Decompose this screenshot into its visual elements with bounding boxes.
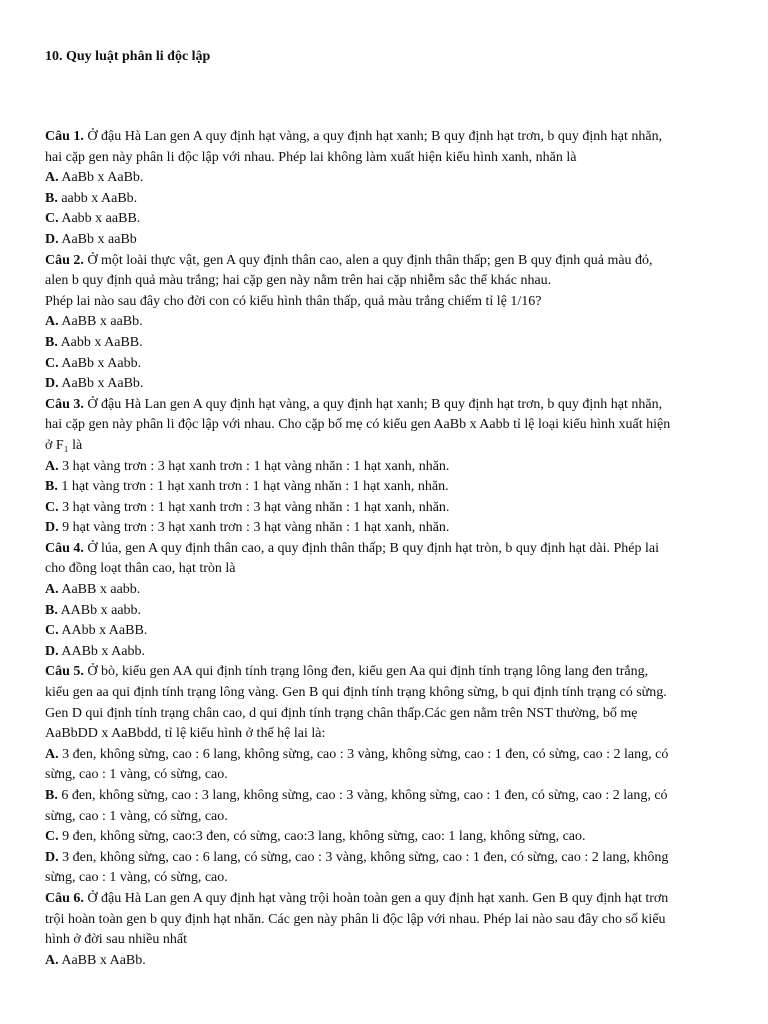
answer-option-b bbox=[45, 333, 735, 354]
question-text: Ở đậu Hà Lan gen A quy định hạt vàng trội hoàn toàn gen a quy định hạt xanh. Gen B quy định hạt trơn bbox=[83, 890, 669, 906]
option-label: A. bbox=[45, 952, 59, 968]
option-text: aabb x AaBb. bbox=[57, 190, 138, 206]
question-stem-line: hai cặp gen này phân li độc lập với nhau. Phép lai không làm xuất hiện kiểu hình xanh, nhăn là bbox=[45, 149, 577, 165]
question-label: Câu 3. bbox=[45, 396, 84, 412]
answer-option-c bbox=[45, 354, 735, 375]
question-list bbox=[45, 127, 735, 971]
option-text: AaBB x aaBb. bbox=[58, 314, 143, 330]
option-text: AAbb x AaBB. bbox=[58, 623, 148, 639]
answer-option-d bbox=[45, 518, 735, 539]
question-1 bbox=[45, 127, 735, 251]
question-2 bbox=[45, 251, 735, 395]
option-text: 3 hạt vàng trơn : 1 hạt xanh trơn : 3 hạt vàng nhăn : 1 hạt xanh, nhăn. bbox=[58, 499, 450, 515]
question-stem-line bbox=[45, 662, 735, 683]
answer-option-c bbox=[45, 621, 735, 642]
option-label: A. bbox=[45, 458, 59, 474]
question-stem-line: kiểu gen aa qui định tính trạng lông vàng. Gen B qui định tính trạng không sừng, b qui định tính trạng có sừng. bbox=[45, 685, 667, 701]
question-label: Câu 2. bbox=[45, 252, 84, 268]
question-stem-line: AaBbDD x AaBbdd, tỉ lệ kiểu hình ở thế hệ lai là: bbox=[45, 726, 326, 742]
question-5 bbox=[45, 662, 735, 889]
option-label: C. bbox=[45, 499, 59, 515]
answer-option-b-continued: sừng, cao : 1 vàng, có sừng, cao. bbox=[45, 808, 228, 824]
answer-option-a bbox=[45, 745, 735, 766]
option-label: D. bbox=[45, 849, 59, 865]
answer-option-d bbox=[45, 642, 735, 663]
answer-option-c bbox=[45, 827, 735, 848]
question-stem-line: alen b quy định quả màu trắng; hai cặp gen này nằm trên hai cặp nhiễm sắc thể khác nhau. bbox=[45, 273, 552, 289]
answer-option-c bbox=[45, 498, 735, 519]
question-text: Ở một loài thực vật, gen A quy định thân cao, alen a quy định thân thấp; gen B quy định quả màu đỏ, bbox=[83, 252, 653, 268]
answer-option-b bbox=[45, 601, 735, 622]
option-label: B. bbox=[45, 788, 58, 803]
option-text: 9 đen, không sừng, cao:3 đen, có sừng, cao:3 lang, không sừng, cao: 1 lang, không sừng, cao. bbox=[58, 829, 586, 845]
question-stem-line: hai cặp gen này phân li độc lập với nhau. Cho cặp bố mẹ có kiểu gen AaBb x Aabb tỉ lệ loại kiểu hình xuất hiện bbox=[45, 417, 671, 433]
answer-option-b bbox=[45, 477, 735, 498]
option-label: B. bbox=[45, 334, 58, 350]
option-label: B. bbox=[45, 602, 58, 618]
option-text: 9 hạt vàng trơn : 3 hạt xanh trơn : 3 hạt vàng nhăn : 1 hạt xanh, nhăn. bbox=[58, 520, 450, 536]
question-stem-line bbox=[45, 127, 735, 148]
option-text: AABb x aabb. bbox=[57, 602, 142, 618]
option-text: AaBB x aabb. bbox=[58, 582, 141, 598]
option-text: 3 đen, không sừng, cao : 6 lang, không sừng, cao : 3 vàng, không sừng, cao : 1 đen, có sừng, cao : 2 lang, có bbox=[58, 746, 669, 762]
answer-option-a bbox=[45, 168, 735, 189]
answer-option-d bbox=[45, 374, 735, 395]
option-text: AaBB x AaBb. bbox=[58, 952, 146, 968]
answer-option-a bbox=[45, 580, 735, 601]
option-text: AaBb x Aabb. bbox=[58, 355, 142, 371]
option-label: D. bbox=[45, 643, 59, 659]
option-text: AaBb x AaBb. bbox=[58, 376, 144, 392]
option-label: A. bbox=[45, 582, 59, 598]
option-label: D. bbox=[45, 231, 59, 247]
answer-option-b bbox=[45, 786, 735, 807]
answer-option-a bbox=[45, 312, 735, 333]
option-label: B. bbox=[45, 190, 58, 206]
option-text: Aabb x aaBB. bbox=[58, 211, 141, 227]
question-stem-line bbox=[45, 539, 735, 560]
question-text: Ở bò, kiểu gen AA qui định tính trạng lông đen, kiểu gen Aa qui định tính trạng lông lang đen trắng, bbox=[83, 664, 649, 680]
option-label: C. bbox=[45, 355, 59, 371]
question-stem-line: hình ở đời sau nhiều nhất bbox=[45, 932, 187, 948]
question-stem-line bbox=[45, 395, 735, 416]
option-label: C. bbox=[45, 211, 59, 227]
answer-option-d bbox=[45, 230, 735, 251]
question-label: Câu 1. bbox=[45, 129, 84, 144]
question-stem-line: trội hoàn toàn gen b quy định hạt nhăn. Các gen này phân li độc lập với nhau. Phép lai nào sau đây cho số kiểu bbox=[45, 911, 666, 927]
option-text: AaBb x AaBb. bbox=[58, 170, 144, 186]
question-stem-line: cho đồng loạt thân cao, hạt tròn là bbox=[45, 561, 236, 577]
option-text: 6 đen, không sừng, cao : 3 lang, không sừng, cao : 3 vàng, không sừng, cao : 1 đen, có sừng, cao : 2 lang, có bbox=[57, 788, 668, 803]
option-text: Aabb x AaBB. bbox=[57, 334, 143, 350]
question-text: Ở đậu Hà Lan gen A quy định hạt vàng, a quy định hạt xanh; B quy định hạt trơn, b quy định hạt nhăn, bbox=[83, 396, 663, 412]
question-text: Ở lúa, gen A quy định thân cao, a quy định thân thấp; B quy định hạt tròn, b quy định hạt dài. Phép lai bbox=[83, 540, 659, 556]
question-stem-line bbox=[45, 251, 735, 272]
question-label: Câu 4. bbox=[45, 540, 84, 556]
option-label: C. bbox=[45, 623, 59, 639]
option-label: C. bbox=[45, 829, 59, 845]
answer-option-d bbox=[45, 848, 735, 869]
option-text: 3 hạt vàng trơn : 3 hạt xanh trơn : 1 hạt vàng nhăn : 1 hạt xanh, nhăn. bbox=[58, 458, 450, 474]
option-text: 3 đen, không sừng, cao : 6 lang, có sừng, cao : 3 vàng, không sừng, cao : 1 đen, có sừng, cao : 2 lang, không bbox=[58, 849, 669, 865]
question-stem-line: ở F₁ là bbox=[45, 437, 83, 453]
question-text: Ở đậu Hà Lan gen A quy định hạt vàng, a quy định hạt xanh; B quy định hạt trơn, b quy định hạt nhăn, bbox=[83, 129, 663, 144]
question-label: Câu 6. bbox=[45, 890, 84, 906]
option-label: B. bbox=[45, 479, 58, 495]
answer-option-a bbox=[45, 457, 735, 478]
page-title: 10. Quy luật phân li độc lập bbox=[45, 49, 211, 64]
answer-option-c bbox=[45, 209, 735, 230]
question-stem-line: Gen D qui định tính trạng chân cao, d qui định tính trạng chân thấp.Các gen nằm trên NST thường, bố mẹ bbox=[45, 705, 638, 721]
question-stem-line bbox=[45, 889, 735, 910]
answer-option-b bbox=[45, 189, 735, 210]
option-label: A. bbox=[45, 170, 59, 186]
option-label: A. bbox=[45, 746, 59, 762]
option-label: A. bbox=[45, 314, 59, 330]
question-4 bbox=[45, 539, 735, 663]
option-text: AABb x Aabb. bbox=[58, 643, 145, 659]
question-stem-line: Phép lai nào sau đây cho đời con có kiểu hình thân thấp, quả màu trắng chiếm tỉ lệ 1/16? bbox=[45, 293, 542, 309]
question-6 bbox=[45, 889, 735, 971]
question-label: Câu 5. bbox=[45, 664, 84, 680]
option-text: 1 hạt vàng trơn : 1 hạt xanh trơn : 1 hạt vàng nhăn : 1 hạt xanh, nhăn. bbox=[57, 479, 449, 495]
option-text: AaBb x aaBb bbox=[58, 231, 137, 247]
option-label: D. bbox=[45, 376, 59, 392]
option-label: D. bbox=[45, 520, 59, 536]
answer-option-a-continued: sừng, cao : 1 vàng, có sừng, cao. bbox=[45, 767, 228, 783]
answer-option-d-continued: sừng, cao : 1 vàng, có sừng, cao. bbox=[45, 870, 228, 886]
answer-option-a bbox=[45, 951, 735, 972]
question-3 bbox=[45, 395, 735, 539]
